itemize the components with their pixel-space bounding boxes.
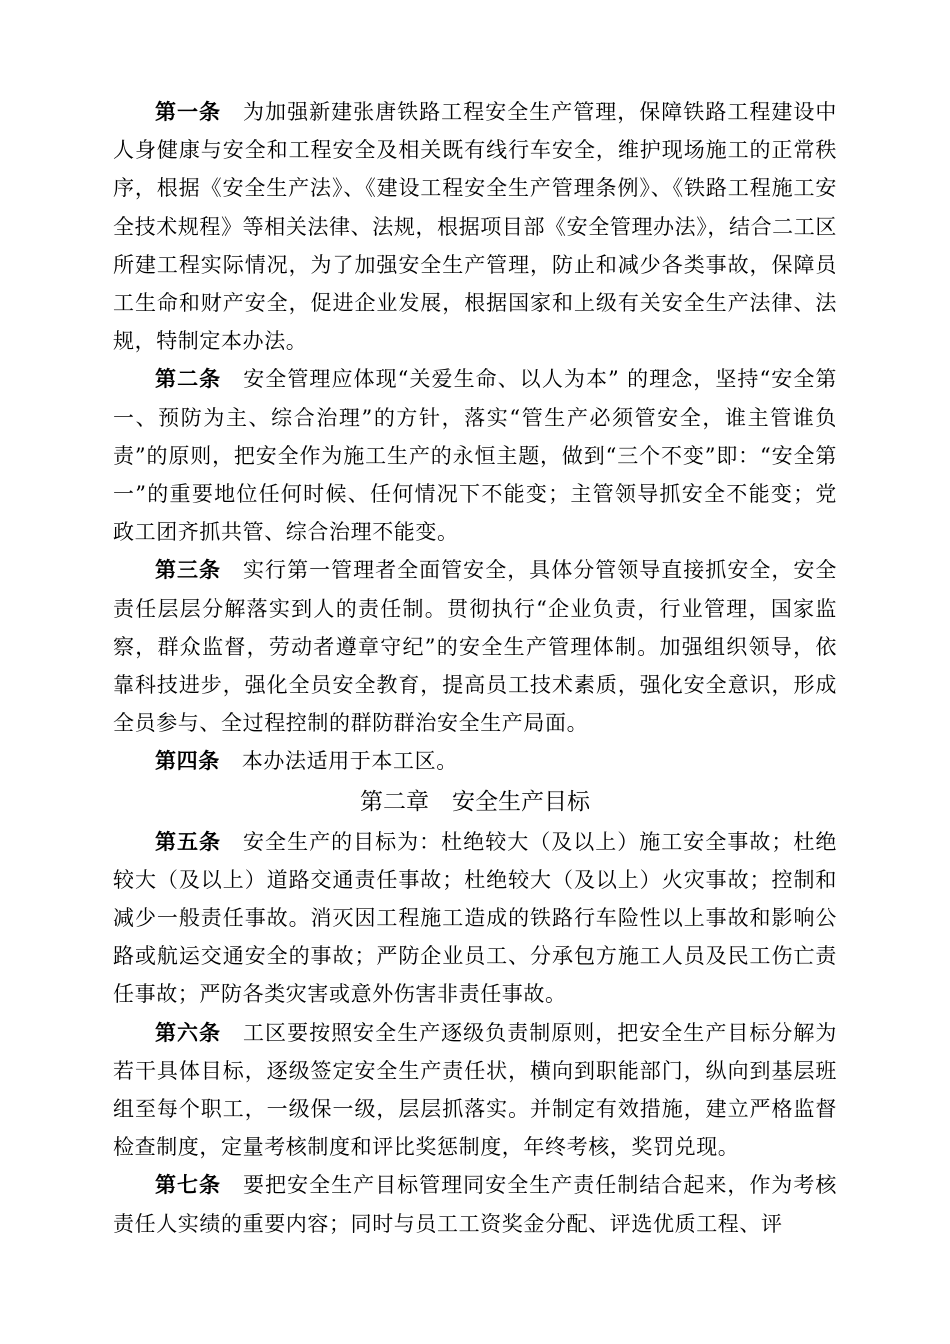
article-6-number: 第六条 xyxy=(155,1019,222,1045)
article-1-text: 为加强新建张唐铁路工程安全生产管理，保障铁路工程建设中人身健康与安全和工程安全及相关既有线行车安全，维护现场施工的正常秩序，根据《安全生产法》、《建设工程安全生产管理条例》、《铁路工程施工安全技术规程》等相关法律、法规，根据项目部《安全管理办法》，结合二工区所建工程实际情况，为了加强安全生产管理，防止和减少各类事故，保障员工生命和财产安全，促进企业发展，根据国家和上级有关安全生产法律、法规，特制定本办法。 xyxy=(113,100,837,354)
article-4-text: 本办法适用于本工区。 xyxy=(241,749,458,774)
article-5 xyxy=(113,823,837,1014)
article-7 xyxy=(113,1166,837,1242)
article-6 xyxy=(113,1014,837,1167)
article-5-number: 第五条 xyxy=(155,828,222,854)
document-body xyxy=(113,93,837,1243)
article-4-number: 第四条 xyxy=(155,748,220,774)
article-5-text: 安全生产的目标为：杜绝较大（及以上）施工安全事故；杜绝较大（及以上）道路交通责任事故；杜绝较大（及以上）火灾事故；控制和减少一般责任事故。消灭因工程施工造成的铁路行车险性以上事故和影响公路或航运交通安全的事故；严防企业员工、分承包方施工人员及民工伤亡责任事故；严防各类灾害或意外伤害非责任事故。 xyxy=(113,829,837,1007)
article-1 xyxy=(113,93,837,360)
article-4 xyxy=(113,742,837,780)
article-6-text: 工区要按照安全生产逐级负责制原则，把安全生产目标分解为若干具体目标，逐级签定安全生产责任状，横向到职能部门，纵向到基层班组至每个职工，一级保一级，层层抓落实。并制定有效措施，建立严格监督检查制度，定量考核制度和评比奖惩制度，年终考核，奖罚兑现。 xyxy=(113,1020,837,1160)
article-2-number: 第二条 xyxy=(155,366,222,392)
article-3-text: 实行第一管理者全面管安全，具体分管领导直接抓安全，安全责任层层分解落实到人的责任制。贯彻执行“企业负责，行业管理，国家监察，群众监督，劳动者遵章守纪”的安全生产管理体制。加强组织领导，依靠科技进步，强化全员安全教育，提高员工技术素质，强化安全意识，形成全员参与、全过程控制的群防群治安全生产局面。 xyxy=(113,558,837,736)
article-7-number: 第七条 xyxy=(155,1172,222,1198)
article-3-number: 第三条 xyxy=(155,557,222,583)
article-2-text: 安全管理应体现“关爱生命、以人为本” 的理念，坚持“安全第一、预防为主、综合治理”的方针，落实“管生产必须管安全，谁主管谁负责”的原则，把安全作为施工生产的永恒主题，做到“三个不变”即：“安全第一”的重要地位任何时候、任何情况下不能变；主管领导抓安全不能变；党政工团齐抓共管、综合治理不能变。 xyxy=(113,367,837,545)
article-3 xyxy=(113,551,837,742)
article-2 xyxy=(113,360,837,551)
chapter-heading: 第二章 安全生产目标 xyxy=(360,788,590,815)
article-7-text: 要把安全生产目标管理同安全生产责任制结合起来，作为考核责任人实绩的重要内容；同时与员工工资奖金分配、评选优质工程、评 xyxy=(113,1173,837,1236)
article-1-number: 第一条 xyxy=(155,99,222,124)
